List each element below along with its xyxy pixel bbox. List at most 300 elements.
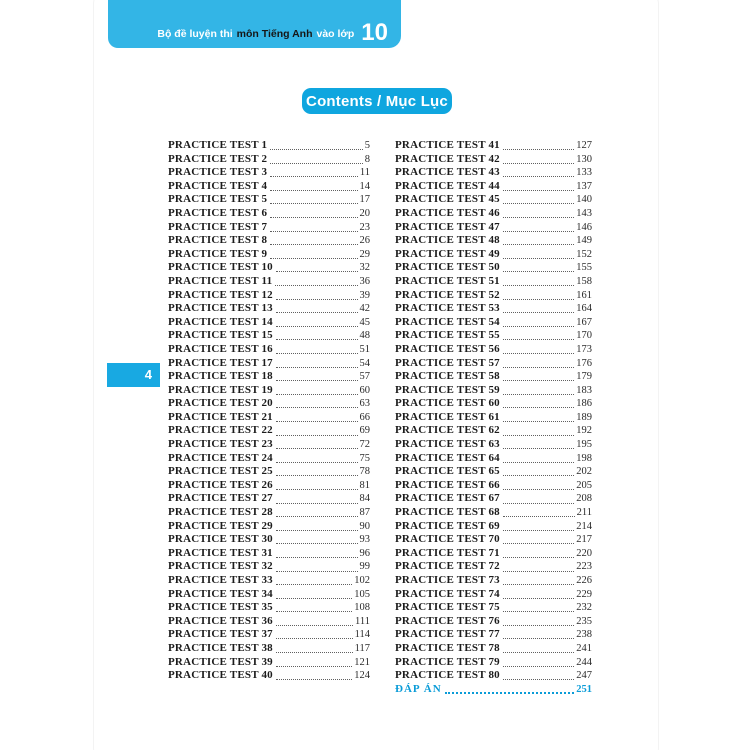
- toc-entry-label: PRACTICE TEST 13: [168, 302, 273, 315]
- toc-entry: [168, 492, 370, 506]
- toc-dot-leader: [276, 516, 358, 517]
- table-of-contents: [168, 139, 592, 696]
- toc-dot-leader: [503, 543, 574, 544]
- toc-entry-page-number: 105: [354, 588, 370, 600]
- toc-entry-page-number: 78: [359, 466, 370, 478]
- toc-entry: [168, 153, 370, 167]
- toc-entry: [395, 221, 592, 235]
- toc-dot-leader: [503, 203, 574, 204]
- toc-entry: [168, 329, 370, 343]
- toc-dot-leader: [276, 367, 358, 368]
- toc-entry-label: PRACTICE TEST 70: [395, 533, 500, 546]
- toc-dot-leader: [503, 666, 574, 667]
- toc-entry: [395, 207, 592, 221]
- toc-entry-page-number: 229: [576, 588, 592, 600]
- toc-entry: [168, 520, 370, 534]
- toc-entry: [395, 520, 592, 534]
- toc-entry-page-number: 155: [576, 262, 592, 274]
- toc-entry-page-number: 170: [576, 330, 592, 342]
- toc-entry-page-number: 8: [364, 153, 370, 165]
- toc-dot-leader: [270, 217, 357, 218]
- toc-dot-leader: [503, 407, 574, 408]
- toc-entry-label: PRACTICE TEST 30: [168, 533, 273, 546]
- toc-entry: [395, 438, 592, 452]
- toc-entry-label: PRACTICE TEST 48: [395, 234, 500, 247]
- toc-dot-leader: [503, 176, 574, 177]
- toc-entry-page-number: 29: [359, 248, 370, 260]
- toc-entry: [168, 479, 370, 493]
- toc-entry-page-number: 189: [576, 411, 592, 423]
- toc-entry-page-number: 117: [354, 642, 370, 654]
- toc-entry-label: PRACTICE TEST 59: [395, 383, 500, 396]
- toc-dot-leader: [276, 530, 358, 531]
- toc-entry-page-number: 198: [576, 452, 592, 464]
- toc-entry-page-number: 208: [576, 493, 592, 505]
- toc-dot-leader: [276, 625, 353, 626]
- toc-entry-page-number: 205: [576, 479, 592, 491]
- toc-dot-leader: [276, 584, 352, 585]
- toc-entry: [168, 628, 370, 642]
- toc-entry-page-number: 251: [576, 683, 592, 695]
- toc-entry-label: PRACTICE TEST 25: [168, 465, 273, 478]
- toc-entry: [168, 588, 370, 602]
- toc-entry-label: PRACTICE TEST 56: [395, 342, 500, 355]
- toc-entry-label: PRACTICE TEST 78: [395, 641, 500, 654]
- toc-entry-page-number: 20: [359, 207, 370, 219]
- toc-entry-page-number: 14: [359, 180, 370, 192]
- toc-entry-page-number: 186: [576, 398, 592, 410]
- toc-entry-page-number: 161: [576, 289, 592, 301]
- toc-entry-label: PRACTICE TEST 2: [168, 152, 268, 165]
- toc-entry: [395, 275, 592, 289]
- toc-entry-label: ĐÁP ÁN: [395, 682, 442, 695]
- toc-entry-page-number: 247: [576, 670, 592, 682]
- toc-entry-page-number: 167: [576, 316, 592, 328]
- toc-entry-page-number: 63: [359, 398, 370, 410]
- toc-dot-leader: [270, 176, 358, 177]
- toc-entry-label: PRACTICE TEST 22: [168, 424, 273, 437]
- toc-entry: [168, 533, 370, 547]
- toc-entry-page-number: 232: [576, 602, 592, 614]
- toc-entry-label: PRACTICE TEST 38: [168, 641, 273, 654]
- toc-entry: [168, 275, 370, 289]
- toc-dot-leader: [503, 448, 574, 449]
- toc-entry: [168, 302, 370, 316]
- toc-entry-page-number: 90: [359, 520, 370, 532]
- toc-entry-label: PRACTICE TEST 10: [168, 261, 273, 274]
- toc-entry: [168, 506, 370, 520]
- toc-entry-label: PRACTICE TEST 80: [395, 669, 500, 682]
- toc-entry-label: PRACTICE TEST 75: [395, 601, 500, 614]
- toc-entry-page-number: 211: [576, 507, 592, 519]
- toc-entry-label: PRACTICE TEST 9: [168, 247, 268, 260]
- toc-dot-leader: [276, 503, 358, 504]
- toc-entry-page-number: 87: [359, 507, 370, 519]
- toc-entry-label: PRACTICE TEST 33: [168, 574, 273, 586]
- toc-entry-page-number: 146: [576, 221, 592, 233]
- toc-dot-leader: [270, 203, 357, 204]
- toc-dot-leader: [503, 285, 574, 286]
- toc-entry-page-number: 96: [359, 547, 370, 559]
- toc-entry-label: PRACTICE TEST 34: [168, 587, 273, 600]
- toc-entry-label: PRACTICE TEST 67: [395, 492, 500, 505]
- toc-dot-leader: [503, 353, 574, 354]
- toc-entry: [395, 166, 592, 180]
- toc-dot-leader: [503, 652, 574, 653]
- toc-entry-label: PRACTICE TEST 27: [168, 492, 273, 505]
- page-number-tab: 4: [107, 363, 160, 387]
- toc-dot-leader: [503, 367, 574, 368]
- toc-entry-answer-key: [395, 683, 592, 697]
- toc-entry-label: PRACTICE TEST 16: [168, 342, 273, 355]
- toc-entry-page-number: 158: [576, 275, 592, 287]
- toc-entry-label: PRACTICE TEST 3: [168, 166, 268, 179]
- toc-entry-page-number: 54: [359, 357, 370, 369]
- toc-entry-label: PRACTICE TEST 15: [168, 329, 273, 342]
- banner-grade-text: vào lớp: [316, 27, 355, 40]
- toc-dot-leader: [503, 571, 574, 572]
- book-header-banner: [108, 0, 401, 48]
- toc-entry-label: PRACTICE TEST 12: [168, 288, 273, 301]
- toc-right-column: [395, 139, 592, 696]
- toc-entry-label: PRACTICE TEST 39: [168, 655, 273, 668]
- toc-entry-label: PRACTICE TEST 58: [395, 370, 500, 383]
- toc-dot-leader: [503, 339, 574, 340]
- toc-dot-leader: [503, 462, 574, 463]
- toc-entry: [168, 615, 370, 629]
- toc-entry-label: PRACTICE TEST 76: [395, 614, 500, 627]
- toc-entry: [168, 248, 370, 262]
- toc-entry-label: PRACTICE TEST 72: [395, 560, 500, 573]
- toc-entry-page-number: 11: [359, 167, 370, 179]
- toc-dot-leader: [276, 679, 352, 680]
- toc-entry: [395, 560, 592, 574]
- toc-entry: [168, 261, 370, 275]
- toc-entry-label: PRACTICE TEST 40: [168, 669, 273, 682]
- toc-entry-page-number: 17: [359, 194, 370, 206]
- toc-dot-leader: [503, 435, 574, 436]
- toc-entry: [395, 656, 592, 670]
- toc-entry: [395, 533, 592, 547]
- toc-entry-label: PRACTICE TEST 4: [168, 179, 268, 192]
- toc-entry: [168, 234, 370, 248]
- toc-dot-leader: [276, 326, 358, 327]
- toc-entry-label: PRACTICE TEST 50: [395, 261, 500, 274]
- toc-entry-label: PRACTICE TEST 68: [395, 506, 500, 519]
- toc-entry: [168, 221, 370, 235]
- toc-dot-leader: [503, 190, 574, 191]
- toc-entry-page-number: 114: [354, 629, 370, 641]
- toc-entry-page-number: 5: [364, 140, 370, 151]
- toc-dot-leader: [276, 271, 358, 272]
- toc-dot-leader: [276, 380, 358, 381]
- toc-entry-label: PRACTICE TEST 61: [395, 410, 500, 423]
- toc-dot-leader: [503, 530, 574, 531]
- toc-entry-label: PRACTICE TEST 63: [395, 438, 500, 451]
- toc-entry-page-number: 179: [576, 371, 592, 383]
- toc-entry-page-number: 226: [576, 575, 592, 586]
- toc-dot-leader: [276, 571, 358, 572]
- toc-entry-page-number: 140: [576, 194, 592, 206]
- toc-dot-leader: [270, 244, 357, 245]
- toc-entry: [395, 370, 592, 384]
- toc-entry-page-number: 235: [576, 615, 592, 627]
- toc-dot-leader: [276, 421, 358, 422]
- toc-entry-label: PRACTICE TEST 6: [168, 206, 268, 219]
- contents-title-badge: [302, 88, 452, 114]
- toc-entry-page-number: 176: [576, 357, 592, 369]
- toc-entry-page-number: 57: [359, 371, 370, 383]
- toc-dot-leader: [276, 666, 352, 667]
- toc-entry-label: PRACTICE TEST 17: [168, 356, 273, 369]
- toc-entry-label: PRACTICE TEST 60: [395, 397, 500, 410]
- toc-dot-leader: [276, 611, 352, 612]
- toc-entry-label: PRACTICE TEST 31: [168, 546, 273, 559]
- toc-entry-label: PRACTICE TEST 53: [395, 302, 500, 315]
- toc-entry-label: PRACTICE TEST 19: [168, 383, 273, 396]
- toc-entry-label: PRACTICE TEST 1: [168, 139, 268, 151]
- toc-entry: [395, 615, 592, 629]
- toc-entry: [395, 547, 592, 561]
- toc-dot-leader: [503, 258, 574, 259]
- toc-entry-page-number: 23: [359, 221, 370, 233]
- toc-dot-leader: [503, 217, 574, 218]
- page-title: Contents / Mục Lục: [306, 92, 448, 110]
- toc-entry: [168, 411, 370, 425]
- toc-entry: [395, 452, 592, 466]
- toc-entry: [168, 384, 370, 398]
- toc-dot-leader: [503, 679, 574, 680]
- toc-entry-label: PRACTICE TEST 73: [395, 574, 500, 586]
- toc-entry: [395, 479, 592, 493]
- toc-entry: [395, 628, 592, 642]
- toc-dot-leader: [503, 584, 574, 585]
- toc-dot-leader: [503, 638, 574, 639]
- toc-entry-label: PRACTICE TEST 20: [168, 397, 273, 410]
- toc-entry-label: PRACTICE TEST 45: [395, 193, 500, 206]
- toc-dot-leader: [503, 557, 574, 558]
- toc-entry-label: PRACTICE TEST 65: [395, 465, 500, 478]
- toc-entry: [395, 669, 592, 683]
- toc-entry-label: PRACTICE TEST 26: [168, 478, 273, 491]
- toc-entry: [168, 193, 370, 207]
- toc-entry: [168, 343, 370, 357]
- toc-entry: [395, 234, 592, 248]
- toc-entry: [395, 465, 592, 479]
- toc-entry: [395, 153, 592, 167]
- toc-entry-page-number: 36: [359, 275, 370, 287]
- toc-entry-page-number: 108: [354, 602, 370, 614]
- banner-subject-text: môn Tiếng Anh: [236, 27, 313, 40]
- toc-entry-page-number: 173: [576, 343, 592, 355]
- toc-dot-leader: [270, 149, 363, 150]
- toc-entry: [168, 669, 370, 683]
- toc-dot-leader: [503, 475, 574, 476]
- toc-entry-page-number: 152: [576, 248, 592, 260]
- toc-entry-label: PRACTICE TEST 5: [168, 193, 268, 206]
- toc-entry-label: PRACTICE TEST 32: [168, 560, 273, 573]
- toc-entry-label: PRACTICE TEST 77: [395, 628, 500, 641]
- toc-entry: [395, 248, 592, 262]
- toc-entry: [395, 642, 592, 656]
- toc-entry: [395, 492, 592, 506]
- toc-entry-label: PRACTICE TEST 52: [395, 288, 500, 301]
- toc-dot-leader: [503, 149, 574, 150]
- toc-entry-page-number: 84: [359, 493, 370, 505]
- toc-dot-leader: [276, 598, 352, 599]
- toc-dot-leader: [276, 339, 358, 340]
- toc-entry: [168, 370, 370, 384]
- toc-entry: [395, 357, 592, 371]
- toc-entry: [168, 547, 370, 561]
- toc-entry-label: PRACTICE TEST 14: [168, 315, 273, 328]
- toc-dot-leader: [503, 163, 574, 164]
- toc-dot-leader: [503, 421, 574, 422]
- toc-entry-label: PRACTICE TEST 57: [395, 356, 500, 369]
- toc-entry-label: PRACTICE TEST 55: [395, 329, 500, 342]
- banner-grade-number: 10: [361, 18, 388, 46]
- toc-dot-leader: [276, 543, 358, 544]
- toc-entry: [168, 207, 370, 221]
- toc-entry-label: PRACTICE TEST 62: [395, 424, 500, 437]
- toc-entry-label: PRACTICE TEST 71: [395, 546, 500, 559]
- toc-dot-leader: [503, 503, 574, 504]
- toc-entry: [168, 560, 370, 574]
- toc-dot-leader: [503, 380, 574, 381]
- toc-dot-leader: [445, 692, 575, 694]
- toc-entry-label: PRACTICE TEST 69: [395, 519, 500, 532]
- toc-dot-leader: [503, 394, 574, 395]
- toc-entry: [168, 316, 370, 330]
- toc-entry-label: PRACTICE TEST 49: [395, 247, 500, 260]
- toc-entry: [168, 166, 370, 180]
- toc-entry: [395, 574, 592, 588]
- toc-entry: [168, 397, 370, 411]
- toc-entry-label: PRACTICE TEST 35: [168, 601, 273, 614]
- toc-entry: [168, 438, 370, 452]
- toc-entry: [395, 397, 592, 411]
- toc-dot-leader: [276, 557, 358, 558]
- toc-entry: [395, 329, 592, 343]
- toc-dot-leader: [503, 271, 574, 272]
- toc-entry: [168, 574, 370, 588]
- toc-dot-leader: [503, 516, 575, 517]
- toc-dot-leader: [276, 475, 358, 476]
- toc-entry-page-number: 93: [359, 534, 370, 546]
- toc-entry-label: PRACTICE TEST 51: [395, 274, 500, 287]
- toc-entry-page-number: 81: [359, 479, 370, 491]
- toc-dot-leader: [503, 299, 574, 300]
- toc-entry-page-number: 66: [359, 411, 370, 423]
- toc-entry-page-number: 32: [359, 262, 370, 274]
- toc-entry: [395, 302, 592, 316]
- toc-entry-page-number: 72: [359, 439, 370, 451]
- toc-entry: [168, 642, 370, 656]
- toc-entry: [395, 139, 592, 153]
- toc-entry-page-number: 111: [355, 615, 370, 627]
- toc-entry-page-number: 102: [354, 575, 370, 586]
- toc-dot-leader: [276, 394, 358, 395]
- toc-entry-page-number: 42: [359, 303, 370, 315]
- toc-dot-leader: [276, 448, 358, 449]
- toc-entry-label: PRACTICE TEST 44: [395, 179, 500, 192]
- toc-entry-label: PRACTICE TEST 7: [168, 220, 268, 233]
- toc-dot-leader: [503, 326, 574, 327]
- toc-entry-page-number: 39: [359, 289, 370, 301]
- toc-dot-leader: [503, 489, 574, 490]
- toc-entry-label: PRACTICE TEST 11: [168, 274, 273, 287]
- toc-dot-leader: [503, 598, 574, 599]
- toc-entry-label: PRACTICE TEST 23: [168, 438, 273, 451]
- toc-entry: [395, 411, 592, 425]
- toc-entry-label: PRACTICE TEST 18: [168, 370, 273, 383]
- toc-dot-leader: [276, 638, 353, 639]
- toc-entry-page-number: 26: [359, 235, 370, 247]
- toc-dot-leader: [275, 285, 357, 286]
- toc-entry-label: PRACTICE TEST 66: [395, 478, 500, 491]
- toc-entry-page-number: 51: [359, 343, 370, 355]
- toc-entry: [395, 601, 592, 615]
- toc-entry: [395, 180, 592, 194]
- toc-entry-label: PRACTICE TEST 37: [168, 628, 273, 641]
- toc-entry: [395, 588, 592, 602]
- toc-entry-label: PRACTICE TEST 28: [168, 506, 273, 519]
- toc-entry: [168, 357, 370, 371]
- toc-entry-page-number: 45: [359, 316, 370, 328]
- toc-entry: [395, 343, 592, 357]
- toc-entry: [395, 384, 592, 398]
- toc-dot-leader: [503, 625, 574, 626]
- toc-entry: [168, 601, 370, 615]
- toc-entry-page-number: 127: [576, 140, 592, 151]
- toc-entry: [395, 316, 592, 330]
- toc-entry: [395, 289, 592, 303]
- toc-entry-label: PRACTICE TEST 47: [395, 220, 500, 233]
- toc-dot-leader: [276, 489, 358, 490]
- toc-dot-leader: [270, 190, 357, 191]
- toc-entry-page-number: 244: [576, 656, 592, 668]
- toc-entry-page-number: 214: [576, 520, 592, 532]
- toc-entry-page-number: 124: [354, 670, 370, 682]
- toc-dot-leader: [503, 244, 574, 245]
- toc-entry: [168, 465, 370, 479]
- toc-entry: [168, 656, 370, 670]
- toc-entry-label: PRACTICE TEST 43: [395, 166, 500, 179]
- toc-dot-leader: [276, 462, 358, 463]
- toc-dot-leader: [503, 231, 574, 232]
- toc-dot-leader: [276, 353, 358, 354]
- toc-entry-page-number: 121: [354, 656, 370, 668]
- toc-entry-page-number: 69: [359, 425, 370, 437]
- toc-entry: [168, 452, 370, 466]
- toc-entry-label: PRACTICE TEST 24: [168, 451, 273, 464]
- toc-dot-leader: [503, 312, 574, 313]
- toc-dot-leader: [276, 299, 358, 300]
- toc-entry: [168, 139, 370, 153]
- toc-entry-page-number: 202: [576, 466, 592, 478]
- toc-left-column: [168, 139, 370, 696]
- toc-entry-label: PRACTICE TEST 64: [395, 451, 500, 464]
- toc-entry-page-number: 48: [359, 330, 370, 342]
- toc-entry-page-number: 75: [359, 452, 370, 464]
- toc-entry: [395, 261, 592, 275]
- toc-dot-leader: [276, 312, 358, 313]
- toc-dot-leader: [503, 611, 574, 612]
- toc-entry-label: PRACTICE TEST 8: [168, 234, 268, 247]
- toc-entry-page-number: 60: [359, 384, 370, 396]
- toc-entry-page-number: 183: [576, 384, 592, 396]
- toc-dot-leader: [276, 652, 353, 653]
